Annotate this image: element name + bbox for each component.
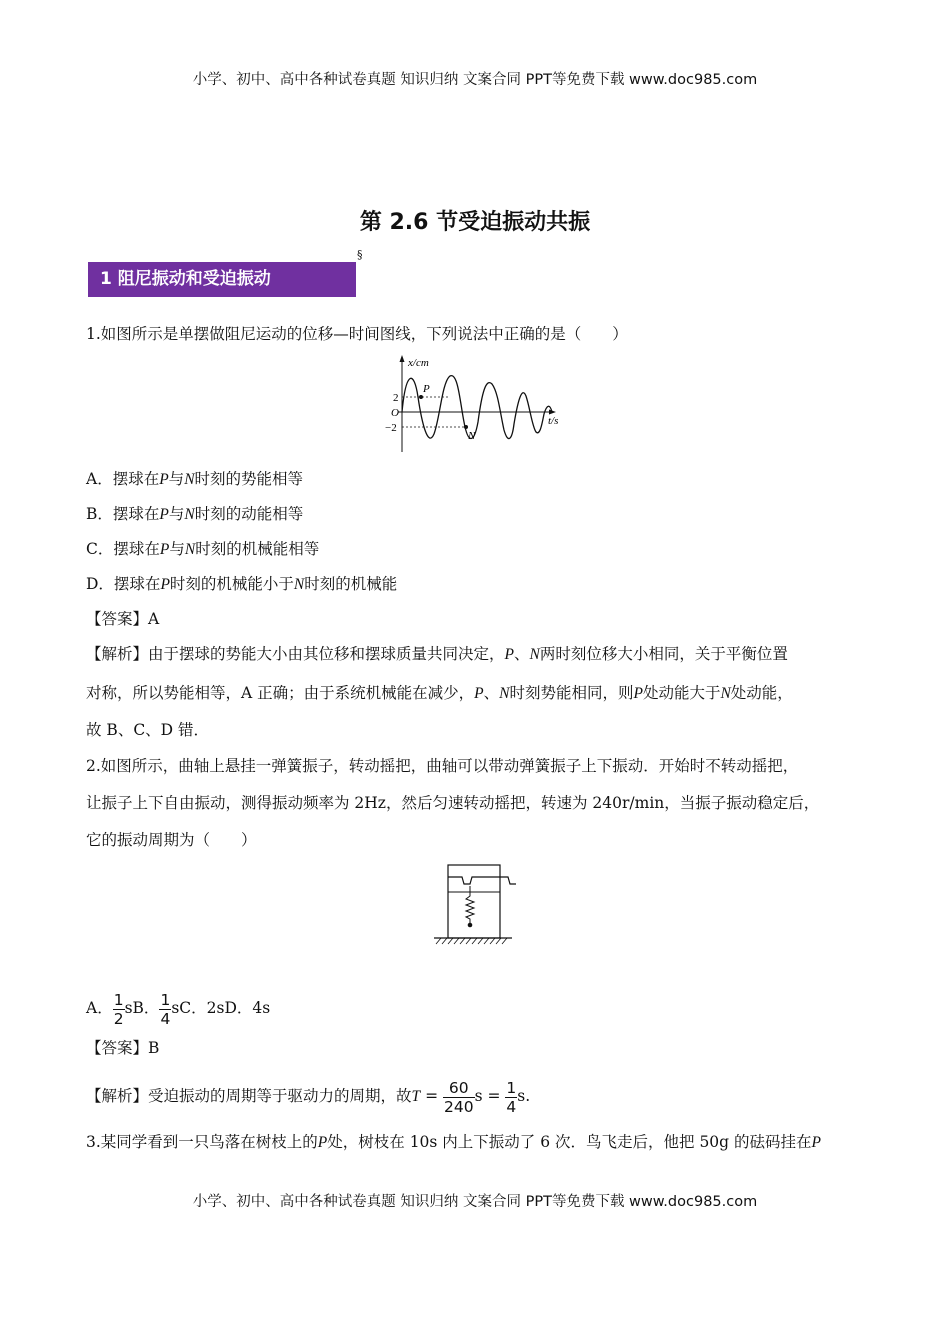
q2-line3: 它的振动周期为（ ） <box>86 831 257 849</box>
header-banner: 小学、初中、高中各种试卷真题 知识归纳 文案合同 PPT等免费下载 www.doc985.com <box>192 72 758 88</box>
footer-banner: 小学、初中、高中各种试卷真题 知识归纳 文案合同 PPT等免费下载 www.doc985.com <box>192 1194 758 1210</box>
point-p <box>419 395 423 399</box>
q2-line2: 让振子上下自由振动，测得振动频率为 2Hz，然后匀速转动摇把，转速为 240r/min，当振子振动稳定后， <box>86 794 820 812</box>
q2-options: A． $\frac{1}{2}$ sB． $\frac{1}{4}$ sC．2sD．4s <box>86 990 271 1028</box>
q1-analysis-line2: 对称，所以势能相等，A 正确；由于系统机械能在减少，P、N时刻势能相同，则P处动能大于N处动能， <box>86 684 793 702</box>
q2-answer: 【答案】B <box>86 1039 160 1057</box>
point-p-label: P <box>423 383 430 395</box>
q1-option-d: D．摆球在P时刻的机械能小于N时刻的机械能 <box>86 575 398 593</box>
point-n-label: N <box>468 430 476 442</box>
section-heading: 1 阻尼振动和受迫振动 <box>88 262 356 297</box>
q1-option-c: C．摆球在P与N时刻的机械能相等 <box>86 540 320 558</box>
y-axis-label: x/cm <box>408 357 429 369</box>
q1-option-b: B．摆球在P与N时刻的动能相等 <box>86 505 304 523</box>
fraction-1-4: $\frac{1}{4}$ <box>506 1078 517 1116</box>
tick-label-2: 2 <box>393 392 399 404</box>
origin-label: O <box>391 407 399 419</box>
x-axis-label: t/s <box>548 415 559 427</box>
page-title: 第 2.6 节受迫振动共振 <box>359 210 591 235</box>
q1-stem: 1.如图所示是单摆做阻尼运动的位移—时间图线，下列说法中正确的是（ ） <box>86 325 628 343</box>
point-n <box>464 425 468 429</box>
q1-analysis-line3: 故 B、C、D 错． <box>86 721 210 739</box>
q2-line1: 2.如图所示，曲轴上悬挂一弹簧振子，转动摇把，曲轴可以带动弹簧振子上下振动．开始时不转动摇把， <box>86 757 799 775</box>
fraction-60-240: $\frac{60}{240}$ <box>444 1078 474 1116</box>
tick-label-neg2: −2 <box>385 422 397 434</box>
crankshaft-spring-figure <box>432 862 522 946</box>
y-axis-arrow <box>400 355 405 362</box>
x-axis-arrow <box>549 410 556 415</box>
crankshaft <box>448 877 516 884</box>
q1-answer: 【答案】A <box>86 610 160 628</box>
fraction-quarter: $\frac{1}{4}$ <box>160 990 171 1028</box>
q1-analysis-line1: 【解析】由于摆球的势能大小由其位移和摆球质量共同决定，P、N两时刻位移大小相同，关于平衡位置 <box>86 645 788 663</box>
ground-hatch <box>436 938 507 944</box>
q3-line1: 3.某同学看到一只鸟落在树枝上的P处，树枝在 10s 内上下振动了 6 次．鸟飞走后，他把 50g 的砝码挂在P <box>86 1133 821 1151</box>
section-mark: § <box>357 248 363 261</box>
q2-analysis: 【解析】受迫振动的周期等于驱动力的周期，故T = $\frac{60}{240}$ s = $\frac{1}{4}$ s. <box>86 1078 531 1116</box>
oscillator-ball <box>468 923 473 928</box>
fraction-half: $\frac{1}{2}$ <box>113 990 124 1028</box>
q1-option-a: A．摆球在P与N时刻的势能相等 <box>86 470 304 488</box>
damped-oscillation-figure <box>380 352 580 456</box>
